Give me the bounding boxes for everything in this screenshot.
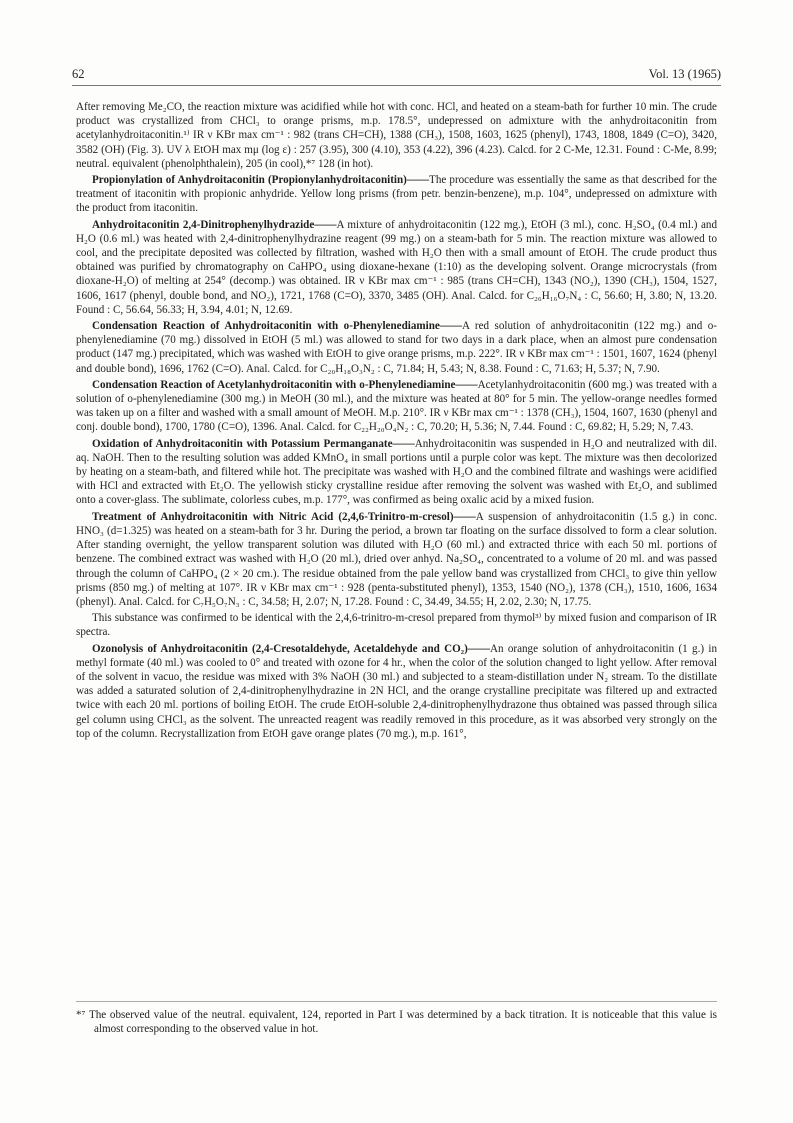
- footnote-body: [76, 1008, 717, 1036]
- section-heading: Anhydroitaconitin 2,4-Dinitrophenylhydrazide——: [92, 218, 337, 231]
- footnote-marker: *⁷: [76, 1009, 86, 1021]
- paragraph-text: Anhydroitaconitin was suspended in H₂O and neutralized with dil. aq. NaOH. Then to the resulting solution was added KMnO₄ in small portions until a purple color was kept. The mixture was then decolorized by heating on a steam-bath, and filtered while hot. The precipitate was washed with H₂O and the combined filtrate and washings were acidified with HCl and extracted with Et₂O. The yellowish sticky crystalline residue after removing the solvent was washed with Et₂O, and sublimed onto a cover-glass. The sublimate, colorless cubes, m.p. 177°, was confirmed as being oxalic acid by a mixed fusion.: [76, 437, 717, 507]
- section-heading: Treatment of Anhydroitaconitin with Nitric Acid (2,4,6-Trinitro-m-cresol)——: [92, 510, 476, 523]
- section-heading: Ozonolysis of Anhydroitaconitin (2,4-Cresotaldehyde, Acetaldehyde and CO₂)——: [92, 642, 490, 655]
- section-heading: Condensation Reaction of Acetylanhydroitaconitin with o-Phenylenediamine——: [92, 378, 478, 391]
- paragraph-6: [76, 437, 717, 508]
- page-header: [72, 60, 721, 86]
- paragraph-1: [76, 100, 717, 171]
- paragraph-text: Acetylanhydroitaconitin (600 mg.) was treated with a solution of o-phenylenediamine (300 mg.) in MeOH (30 ml.), and the mixture was heated at 80° for 5 min. The yellow-orange needles formed was taken up on a filter and washed with a small amount of MeOH. M.p. 210°. IR ν KBr max cm⁻¹ : 1378 (CH₃), 1504, 1607, 1630 (phenyl and conj. double bond), 1700, 1780 (C=O), 1396. Anal. Calcd. for C₂₂H₂₀O₄N₂ : C, 70.20; H, 5.36; N, 7.44. Found : C, 69.82; H, 5.29; N, 7.43.: [76, 378, 717, 434]
- paragraph-text: After removing Me₂CO, the reaction mixture was acidified while hot with conc. HCl, and heated on a steam-bath for further 10 min. The crude product was crystallized from CHCl₃ to orange prisms, m.p. 178.5°, undepressed on admixture with the anhydroitaconitin from acetylanhydroitaconitin.¹⁾ IR ν KBr max cm⁻¹ : 982 (trans CH=CH), 1388 (CH₃), 1508, 1603, 1625 (phenyl), 1743, 1808, 1849 (C=O), 3420, 3582 (OH) (Fig. 3). UV λ EtOH max mμ (log ε) : 257 (3.95), 300 (4.10), 353 (4.22), 396 (4.23). Calcd. for 2 C-Me, 12.31. Found : C-Me, 8.99; neutral. equivalent (phenolphthalein), 205 (in cool),*⁷ 128 (in hot).: [76, 101, 717, 170]
- footnote-text: The observed value of the neutral. equivalent, 124, reported in Part I was determined by a back titration. It is noticeable that this value is almost corresponding to the observed value in hot.: [88, 1009, 717, 1036]
- paragraph-5: [76, 378, 717, 435]
- section-heading: Oxidation of Anhydroitaconitin with Potassium Permanganate——: [92, 437, 415, 450]
- paragraph-9: [76, 642, 717, 741]
- paragraph-text: An orange solution of anhydroitaconitin (1 g.) in methyl formate (40 ml.) was cooled to 0° and treated with ozone for 4 hr., when the color of the solution changed to light yellow. After removal of the solvent in vacuo, the residue was mixed with 3% NaOH (30 ml.) and subjected to a steam-distillation under N₂ stream. To the distillate was added a saturated solution of 2,4-dinitrophenylhydrazine in 2N HCl, and the orange crystalline precipitate was filtered up and extracted twice with each 20 ml. portions of boiling EtOH. The crude EtOH-soluble 2,4-dinitrophenylhydrazone thus obtained was passed through silica gel column using CHCl₃ as the solvent. The unreacted reagent was readily removed in this procedure, as it was absorbed very strongly on the top of the column. Recrystallization from EtOH gave orange plates (70 mg.), m.p. 161°,: [76, 642, 717, 740]
- paragraph-text: A suspension of anhydroitaconitin (1.5 g.) in conc. HNO₃ (d=1.325) was heated on a steam-bath for 3 hr. During the period, a brown tar floating on the surface dissolved to form a clear solution. After standing overnight, the yellow transparent solution was diluted with H₂O (60 ml.) and extracted thrice with each 50 ml. portions of benzene. The combined extract was washed with H₂O (20 ml.), dried over anhyd. Na₂SO₄, concentrated to a volume of 20 ml. and was passed through the column of CaHPO₄ (2 × 20 cm.). The residue obtained from the pale yellow band was crystallized from CHCl₃ to give thin yellow prisms (850 mg.) of melting at 107°. IR ν KBr max cm⁻¹ : 928 (penta-substituted phenyl), 1353, 1540 (NO₂), 1378 (CH₃), 1510, 1606, 1634 (phenyl). Anal. Calcd. for C₇H₅O₇N₃ : C, 34.58; H, 2.07; N, 17.28. Found : C, 34.49, 34.55; H, 2.02, 2.30; N, 17.75.: [76, 510, 717, 608]
- paragraph-7: [76, 510, 717, 609]
- paragraph-text: A mixture of anhydroitaconitin (122 mg.), EtOH (3 ml.), conc. H₂SO₄ (0.4 ml.) and H₂O (0.6 ml.) was heated with 2,4-dinitrophenylhydrazine reagent (99 mg.) on a steam-bath for 5 min. The reaction mixture was allowed to cool, and the precipitate deposited was collected by filtration, washed with H₂O then with a small amount of EtOH. The crude product thus obtained was purified by chromatography on CaHPO₄ using dioxane-hexane (1:10) as the developing solvent. Orange microcrystals (from dioxane-H₂O) of melting at 254° (decomp.) was obtained. IR ν KBr max cm⁻¹ : 985 (trans CH=CH), 1343 (NO₂), 1390 (CH₃), 1504, 1527, 1606, 1617 (phenyl, double bond, and NO₂), 1721, 1768 (C=O), 3370, 3485 (OH). Anal. Calcd. for C₂₆H₁₆O₇N₄ : C, 56.60; H, 3.80; N, 13.20. Found : C, 56.64, 56.33; H, 3.94, 4.01; N, 12.69.: [76, 218, 718, 316]
- paragraph-text: The procedure was essentially the same as that described for the treatment of itaconitin with propionic anhydride. Yellow long prisms (from petr. benzin-benzene), m.p. 104°, undepressed on admixture with the product from itaconitin.: [76, 174, 717, 215]
- section-heading: Condensation Reaction of Anhydroitaconitin with o-Phenylenediamine——: [92, 320, 462, 333]
- paragraph-3: [76, 218, 717, 317]
- footnote-divider: [76, 1001, 717, 1002]
- footnote: [76, 1001, 717, 1036]
- paragraph-text: A red solution of anhydroitaconitin (122 mg.) and o-phenylenediamine (70 mg.) dissolved in EtOH (5 ml.) was allowed to stand for two days in a dark place, when an almost pure condensation product (147 mg.) precipitated, which was washed with EtOH to give orange prisms, m.p. 222°. IR ν KBr max cm⁻¹ : 1501, 1607, 1624 (phenyl and double bond), 1696, 1762 (C=O). Anal. Calcd. for C₂₀H₁₈O₃N₂ : C, 71.84; H, 5.43; N, 8.38. Found : C, 71.63; H, 5.37; N, 7.90.: [76, 320, 717, 375]
- journal-volume: Vol. 13 (1965): [648, 67, 721, 81]
- paragraph-2: [76, 173, 717, 216]
- paragraph-4: [76, 319, 717, 376]
- paragraph-text: This substance was confirmed to be identical with the 2,4,6-trinitro-m-cresol prepared from thymol³⁾ by mixed fusion and comparison of IR spectra.: [76, 612, 717, 639]
- page-number: 62: [72, 67, 85, 81]
- section-heading: Propionylation of Anhydroitaconitin (Propionylanhydroitaconitin)——: [92, 174, 430, 187]
- body-text: [76, 100, 717, 743]
- paragraph-8: [76, 611, 717, 639]
